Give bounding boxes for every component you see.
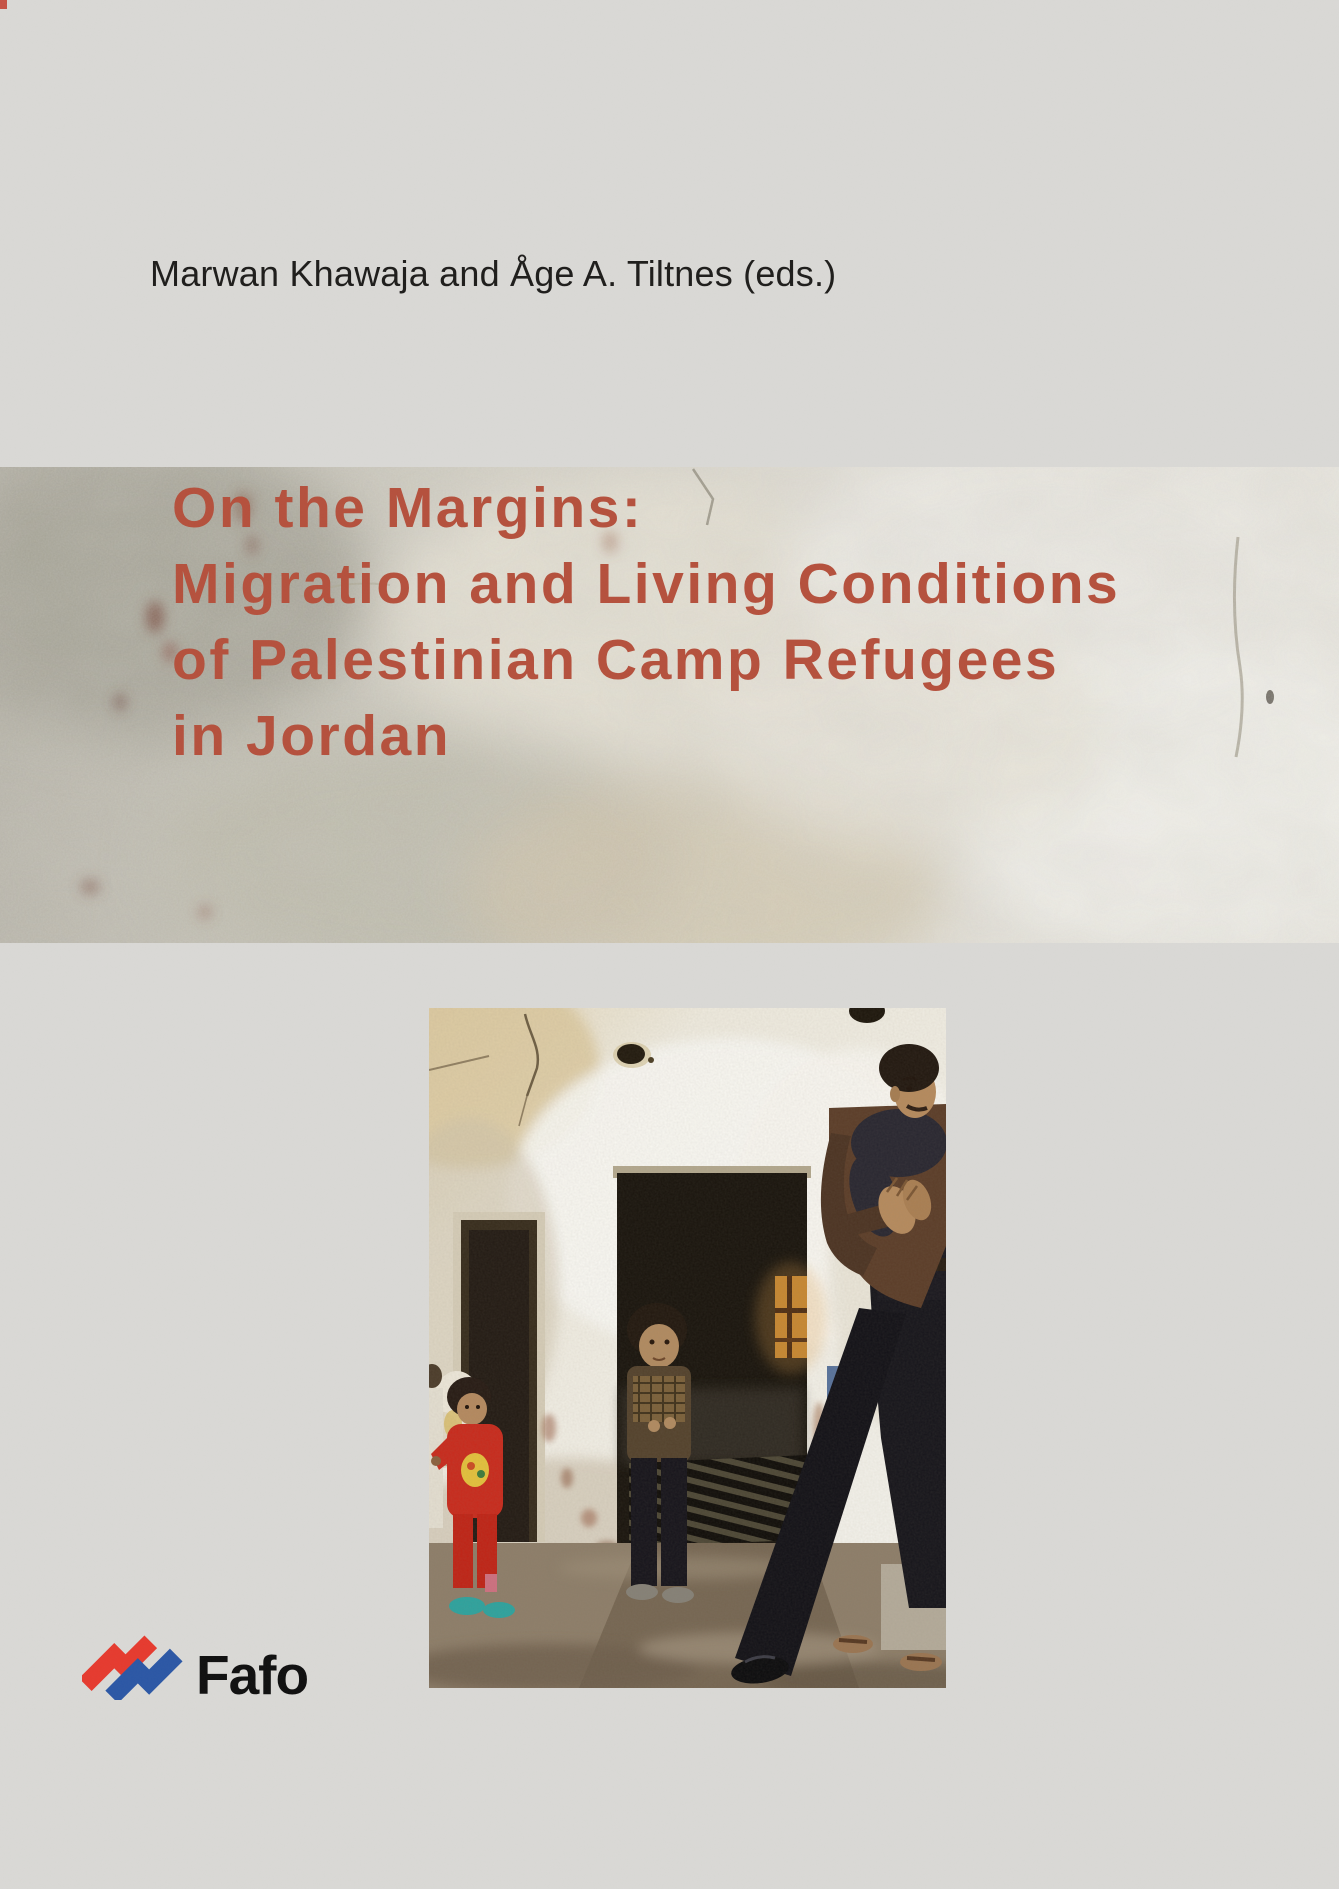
editors-line: Marwan Khawaja and Åge A. Tiltnes (eds.): [150, 253, 837, 294]
scan-artifact: [0, 0, 7, 9]
book-title: [172, 470, 1120, 774]
title-line-2: Migration and Living Conditions: [172, 552, 1121, 616]
title-line-4: in Jordan: [172, 704, 452, 768]
fafo-logo-icon: [82, 1634, 188, 1700]
cover-photo-image: [429, 1008, 946, 1688]
title-line-3: of Palestinian Camp Refugees: [172, 628, 1060, 692]
cover-photo: [429, 1008, 946, 1688]
title-line-1: On the Margins:: [172, 476, 644, 540]
publisher-name: Fafo: [196, 1644, 309, 1706]
publisher-logo: [82, 1632, 309, 1706]
title-band: [0, 467, 1339, 943]
